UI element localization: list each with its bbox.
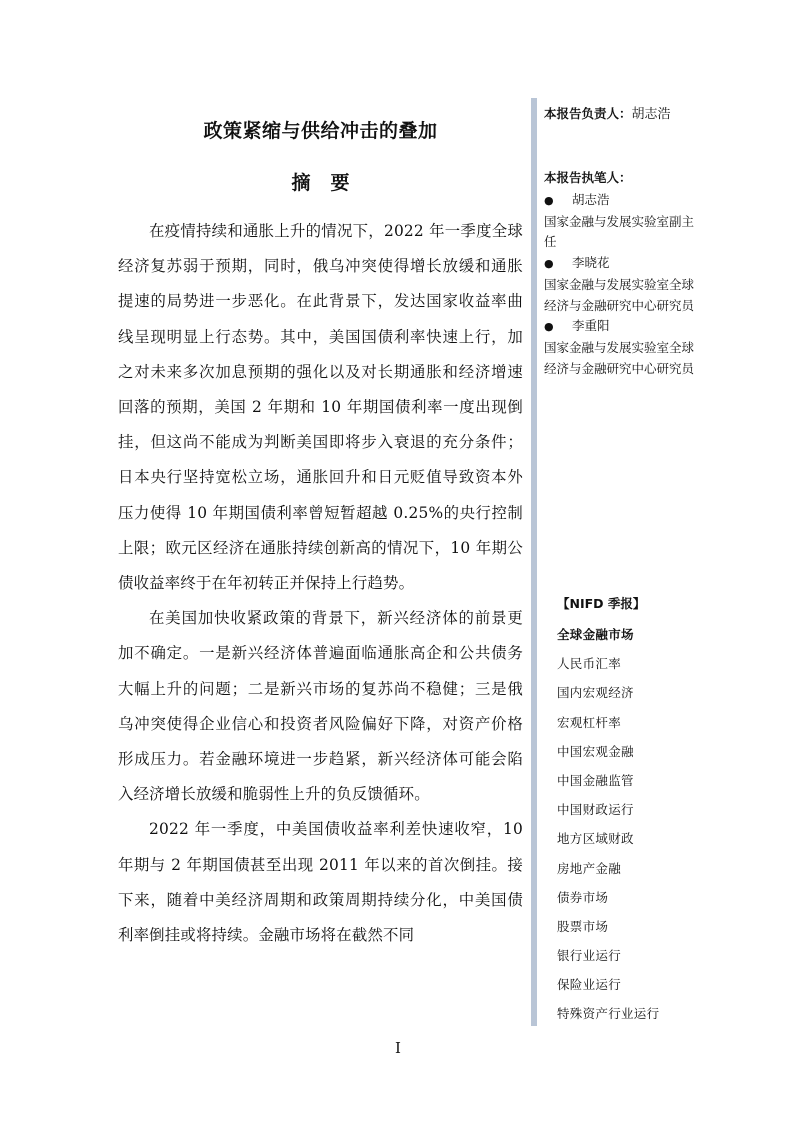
writer-entry xyxy=(544,190,694,253)
nifd-item-regional-finance[interactable]: 地方区域财政 xyxy=(557,831,634,847)
abstract-heading: 摘要 xyxy=(291,172,370,194)
nifd-item-china-macro-finance[interactable]: 中国宏观金融 xyxy=(557,743,634,759)
nifd-series-list xyxy=(557,620,659,1029)
nifd-item-china-fiscal-operation[interactable]: 中国财政运行 xyxy=(557,802,634,818)
writer-entry xyxy=(544,316,694,379)
nifd-item-global-financial-market[interactable]: 全球金融市场 xyxy=(557,627,634,642)
writer-entry xyxy=(544,253,694,316)
nifd-item-bond-market[interactable]: 债券市场 xyxy=(557,889,609,905)
nifd-item-special-assets-operation[interactable]: 特殊资产行业运行 xyxy=(557,1006,660,1022)
abstract-body xyxy=(118,214,523,953)
responsible-name: 胡志浩 xyxy=(631,107,671,122)
writer-name: 李重阳 xyxy=(572,318,610,334)
nifd-item-banking-operation[interactable]: 银行业运行 xyxy=(557,948,622,964)
sidebar-divider xyxy=(531,98,537,1026)
bullet-icon: ● xyxy=(544,320,554,334)
responsible-label: 本报告负责人： xyxy=(544,106,632,121)
abstract-paragraph-2: 在美国加快收紧政策的背景下，新兴经济体的前景更加不确定。一是新兴经济体普遍面临通胀高企和公共债务大幅上升的问题；二是新兴市场的复苏尚不稳健；三是俄乌冲突使得企业信心和投资者风险偏好下降，对资产价格形成压力。若金融环境进一步趋紧，新兴经济体可能会陷入经济增长放缓和脆弱性上升的负反馈循环。 xyxy=(118,609,523,804)
writer-affiliation: 国家金融与发展实验室全球经济与金融研究中心研究员 xyxy=(544,339,695,376)
writer-affiliation: 国家金融与发展实验室全球经济与金融研究中心研究员 xyxy=(544,276,695,313)
report-title: 政策紧缩与供给冲击的叠加 xyxy=(203,120,438,142)
nifd-item-domestic-macro-economy[interactable]: 国内宏观经济 xyxy=(557,685,634,701)
page-number: I xyxy=(395,1039,401,1057)
nifd-item-insurance-operation[interactable]: 保险业运行 xyxy=(557,977,622,993)
bullet-icon: ● xyxy=(544,194,554,207)
writers-label: 本报告执笔人： xyxy=(544,170,632,185)
nifd-item-real-estate-finance[interactable]: 房地产金融 xyxy=(557,860,622,876)
nifd-item-china-financial-regulation[interactable]: 中国金融监管 xyxy=(557,772,634,788)
writer-affiliation: 国家金融与发展实验室副主任 xyxy=(544,213,695,250)
writer-name: 李晓花 xyxy=(572,255,610,271)
nifd-series-label: 【NIFD 季报】 xyxy=(557,596,646,611)
responsible-person xyxy=(544,104,714,125)
abstract-paragraph-1: 在疫情持续和通胀上升的情况下，2022 年一季度全球经济复苏弱于预期，同时，俄乌冲突使得增长放缓和通胀提速的局势进一步恶化。在此背景下，发达国家收益率曲线呈现明显上行态势。其中，美国国债利率快速上行，加之对未来多次加息预期的强化以及对长期通胀和经济增速回落的预期，美国 2 年期和 10 年期国债利率一度出现倒挂，但这尚不能成为判断美国即将步入衰退的充分条件；日本央行坚持宽松立场，通胀回升和日元贬值导致资本外压力使得 10 年期国债利率曾短暂超越 0.25%的央行控制上限；欧元区经济在通胀持续创新高的情况下，10 年期公债收益率终于在年初转正并保持上行趋势。 xyxy=(118,222,523,593)
nifd-item-rmb-exchange-rate[interactable]: 人民币汇率 xyxy=(557,656,622,672)
bullet-icon: ● xyxy=(544,257,554,271)
writers-list xyxy=(544,190,694,379)
abstract-paragraph-3: 2022 年一季度，中美国债收益率利差快速收窄，10 年期与 2 年期国债甚至出现 2011 年以来的首次倒挂。接下来，随着中美经济周期和政策周期持续分化，中美国债利率倒挂或将持续。金融市场将在截然不同 xyxy=(118,820,523,945)
nifd-item-stock-market[interactable]: 股票市场 xyxy=(557,918,609,934)
writer-name: 胡志浩 xyxy=(572,192,610,207)
nifd-item-macro-leverage[interactable]: 宏观杠杆率 xyxy=(557,714,622,730)
